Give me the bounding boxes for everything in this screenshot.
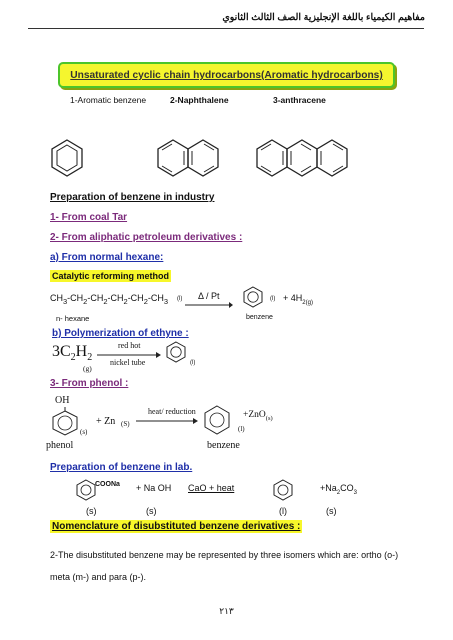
phenol-state: (s) [80,428,88,436]
catalytic-method: Catalytic reforming method [52,271,170,281]
lab-condition: CaO + heat [188,483,235,493]
phenol-product-name: benzene [207,440,240,451]
nomenclature-line-1: 2-The disubstituted benzene may be represented by three isomers which are: ortho (o-) [50,550,399,560]
phenol-product-benzene [203,405,231,435]
phenol-product-state: (l) [238,425,245,433]
item-phenol: 3- From phenol : [50,378,129,389]
nomenclature-title: Nomenclature of disubstituted benzene derivatives : [52,521,301,532]
lab-product-benzene [272,479,294,501]
ethyne-product-benzene [166,341,186,363]
product-state: (l) [270,296,276,302]
zno: +ZnO$_{(s)}$ [243,410,273,422]
industry-title: Preparation of benzene in industry [50,192,215,203]
phenol-name: phenol [46,440,74,451]
benzene-name: benzene [246,314,273,321]
benzene-structure [50,138,84,178]
ethyne-cond-top: red hot [118,341,141,350]
ethyne-cond-bottom: nickel tube [110,358,146,367]
ethyne-formula: $3C_2H_2$ [52,343,93,364]
banner-title: Unsaturated cyclic chain hydrocarbons(Aromatic hydrocarbons) [70,70,383,81]
lab-state-naoh: (s) [146,506,157,516]
ethyne-product-state: (l) [190,360,196,366]
phenol-structure [50,407,80,437]
zn: + Zn [96,416,116,427]
phenol-arrow [136,418,198,424]
item-hexane: a) From normal hexane: [50,252,164,263]
label-anthracene: 3-anthracene [273,95,326,105]
hexane-condition: Δ / Pt [198,291,220,301]
header-divider [28,28,424,29]
naphthalene-structure [156,138,220,178]
na2co3: $+Na_2CO_3$ [320,483,357,496]
label-benzene: 1-Aromatic benzene [70,95,147,105]
sodium-benzoate-structure [75,479,97,501]
phenol-condition: heat/ reduction [148,407,196,416]
naoh: + Na OH [136,483,172,493]
product-benzene [243,286,263,308]
lab-state-benzoate: (s) [86,506,97,516]
hydrogen: + $4H_{2(g)}$ [283,293,313,306]
label-naphthalene: 2-Naphthalene [170,95,229,105]
coona-group: COONa [95,481,120,488]
anthracene-structure [255,138,347,178]
hexane-arrow [185,302,233,308]
lab-state-na2co3: (s) [326,506,337,516]
item-coal-tar: 1- From coal Tar [50,212,128,223]
header-title: مفاهيم الكيمياء باللغة الإنجليزية الصف الثالث الثانوي [222,12,425,23]
hexane-name: n- hexane [56,314,90,323]
lab-state-benzene: (l) [279,506,287,516]
item-petroleum: 2- From aliphatic petroleum derivatives : [50,232,243,243]
hexane-state: (l) [177,296,183,302]
ethyne-state: (g) [83,364,92,373]
item-ethyne: b) Polymerization of ethyne : [52,328,189,339]
page-number: ٢١٣ [219,606,234,616]
phenol-oh: OH [55,395,70,406]
nomenclature-line-2: meta (m-) and para (p-). [50,572,147,582]
hexane-formula: $CH_3-CH_2-CH_2-CH_2-CH_2-CH_3$ [50,293,169,306]
zn-state: (S) [121,420,130,428]
section-banner [58,62,395,88]
lab-title: Preparation of benzene in lab. [50,462,193,473]
